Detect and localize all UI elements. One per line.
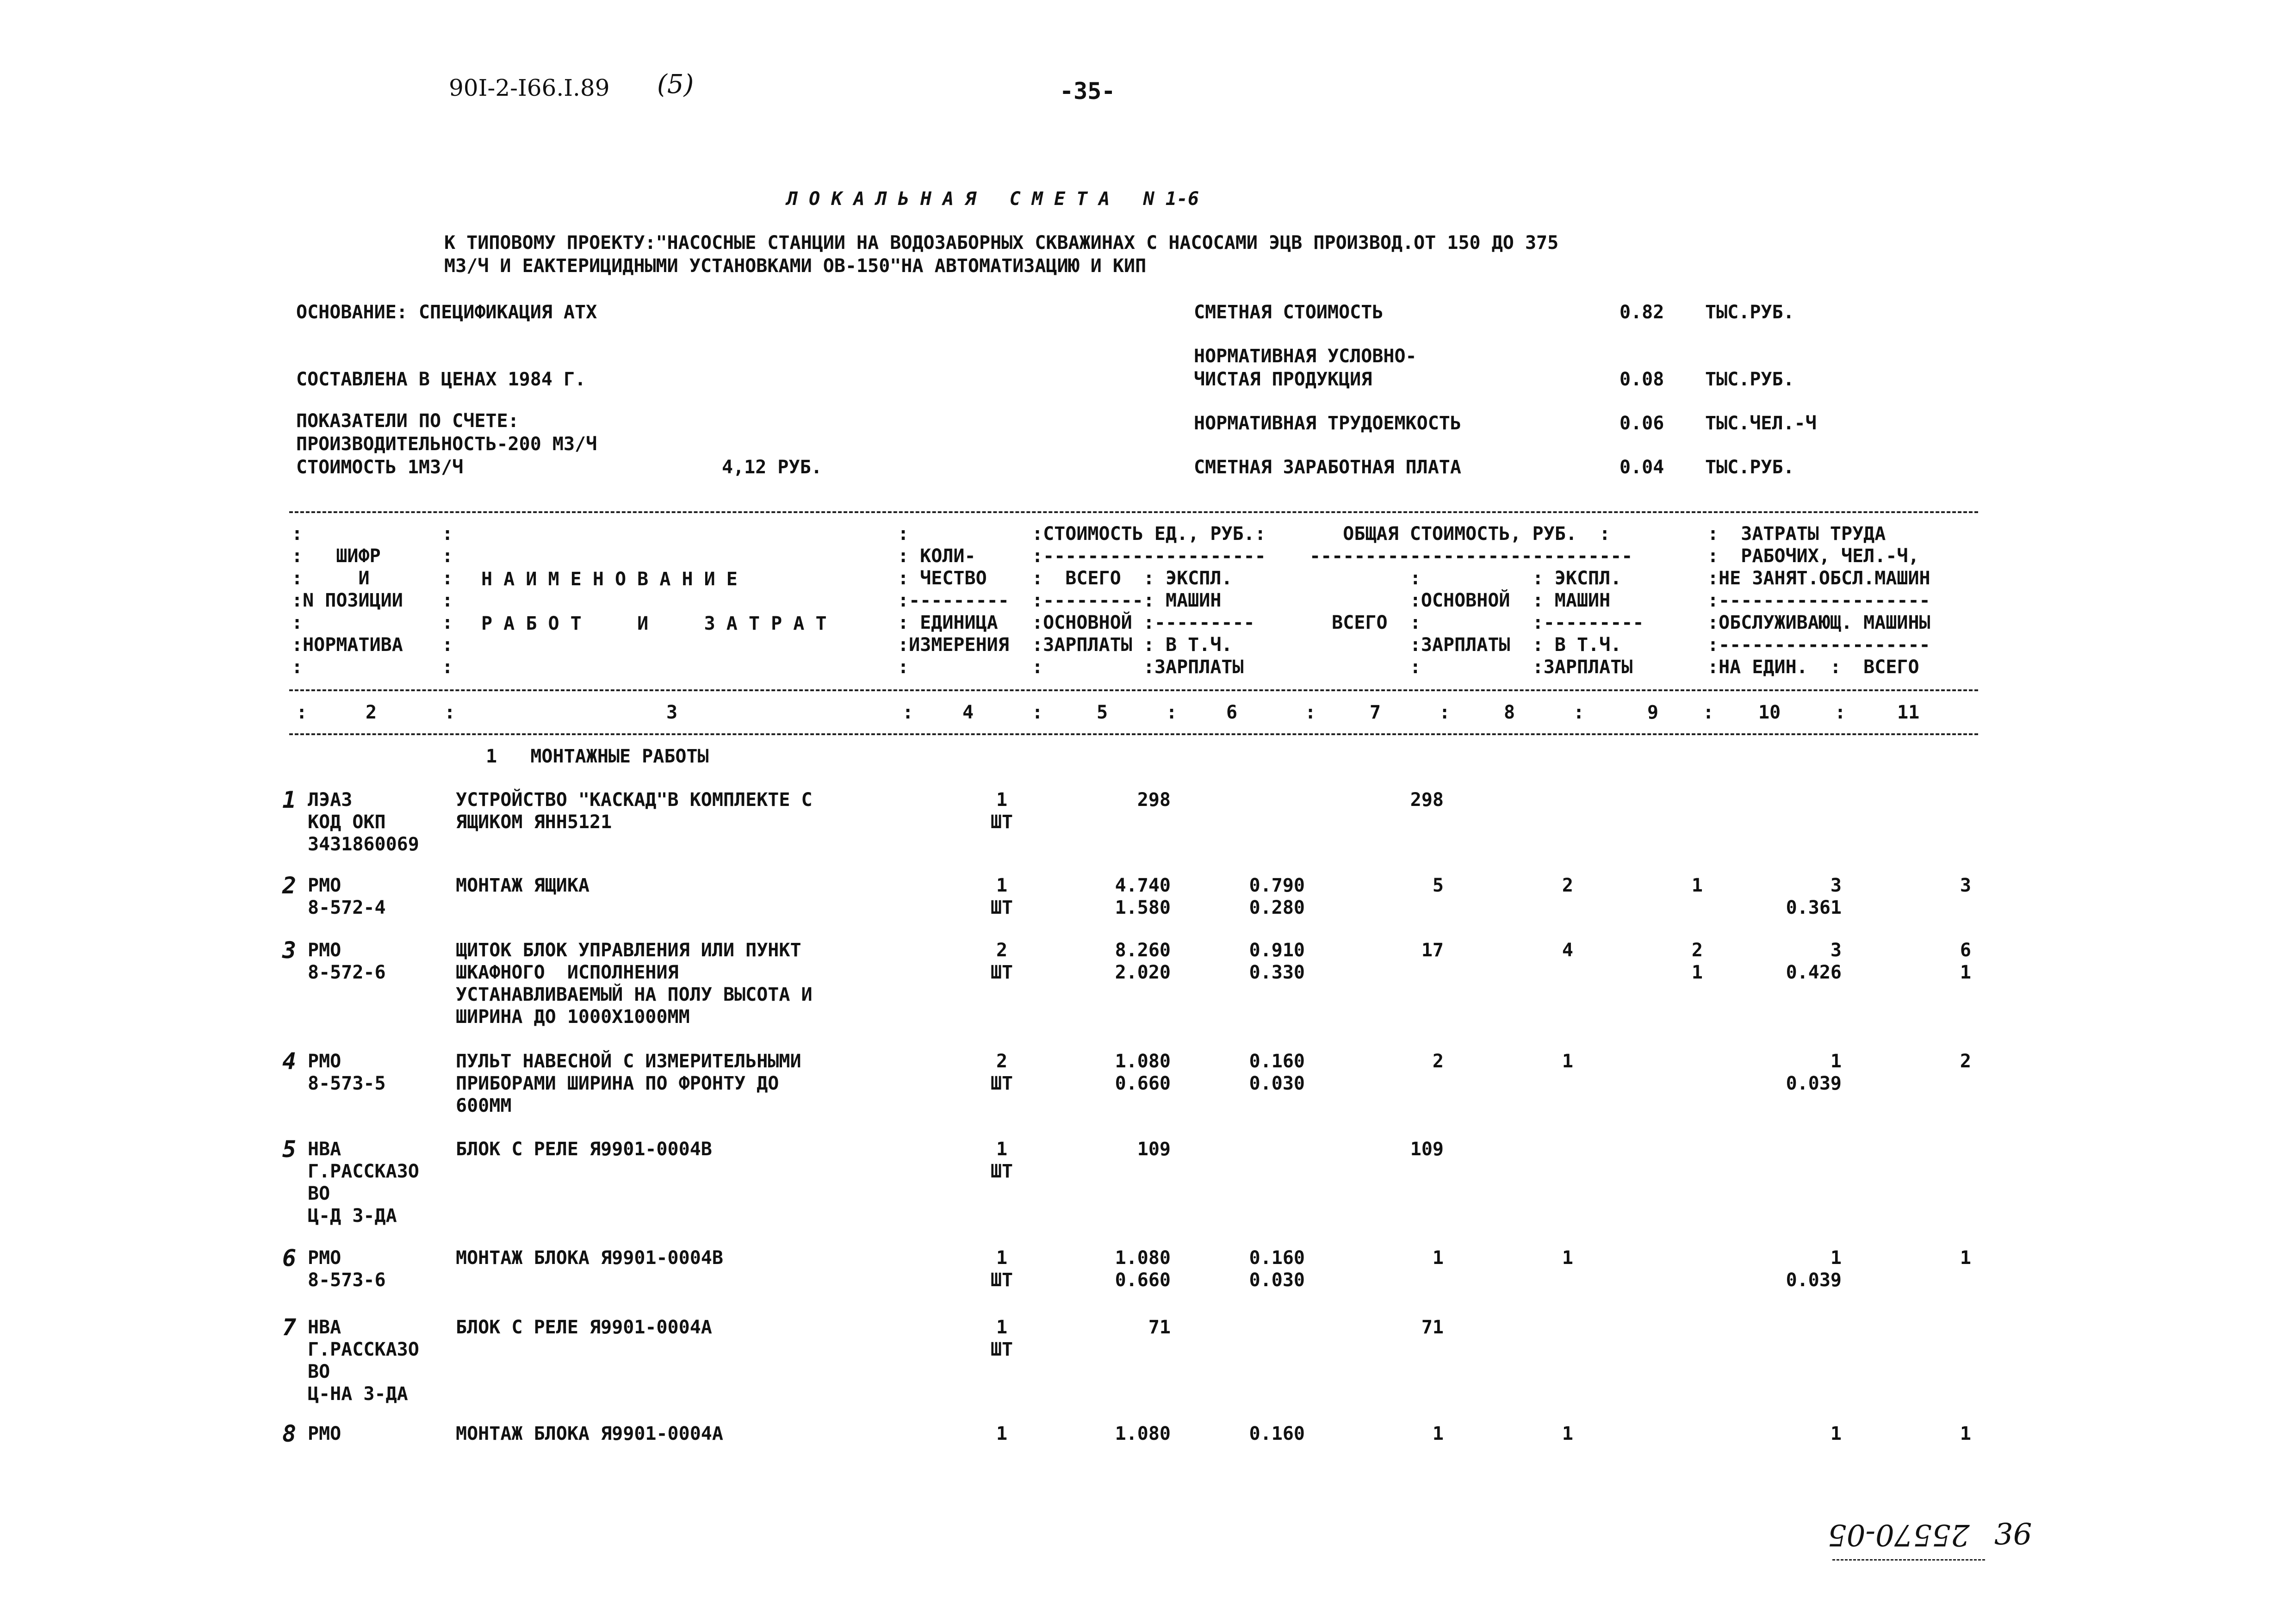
row-name: ПУЛЬТ НАВЕСНОЙ С ИЗМЕРИТЕЛЬНЫМИ ПРИБОРАМИ ШИРИНА ПО ФРОНТУ ДО 600ММ bbox=[456, 1051, 801, 1116]
labor-value: 0.06 bbox=[1620, 413, 1664, 434]
column-separator: : bbox=[1703, 702, 1714, 723]
column-separator: : bbox=[1835, 702, 1846, 723]
row-qty: 1 ШТ bbox=[990, 1317, 1013, 1360]
row-unit-cost: 4.740 1.580 bbox=[1115, 875, 1171, 918]
subtitle-line-2: М3/Ч И ЕАКТЕРИЦИДНЫМИ УСТАНОВКАМИ ОВ-150"НА АВТОМАТИЗАЦИЮ И КИП bbox=[444, 255, 1147, 277]
indicators-cost: СТОИМОСТЬ 1М3/Ч bbox=[296, 457, 464, 478]
header-bottom-rule bbox=[289, 733, 1978, 735]
column-number: 8 bbox=[1504, 702, 1515, 723]
row-wage: 1 bbox=[1562, 1423, 1573, 1444]
row-unit-cost: 71 bbox=[1148, 1317, 1171, 1338]
column-number: 7 bbox=[1370, 702, 1381, 723]
row-code: РМО 8-573-5 bbox=[308, 1051, 386, 1094]
basis-text: ОСНОВАНИЕ: СПЕЦИФИКАЦИЯ АТХ bbox=[296, 302, 597, 323]
row-labor-per-unit: 1 bbox=[1830, 1423, 1842, 1444]
row-qty: 2 ШТ bbox=[990, 940, 1013, 983]
row-number: 5 bbox=[282, 1136, 297, 1163]
row-labor-total: 1 bbox=[1960, 1423, 1971, 1444]
row-name: БЛОК С РЕЛЕ Я9901-0004А bbox=[456, 1317, 712, 1338]
wage-unit: ТЫС.РУБ. bbox=[1705, 457, 1794, 478]
row-qty: 1 ШТ bbox=[990, 789, 1013, 833]
column-separator: : bbox=[1305, 702, 1316, 723]
estimate-cost-label: СМЕТНАЯ СТОИМОСТЬ bbox=[1194, 302, 1384, 323]
estimate-cost-value: 0.82 bbox=[1620, 302, 1664, 323]
row-wage: 2 bbox=[1562, 875, 1573, 896]
row-code: ЛЭАЗ КОД ОКП 3431860069 bbox=[308, 789, 419, 855]
row-qty: 1 ШТ bbox=[990, 1139, 1013, 1182]
footer-underline bbox=[1832, 1559, 1985, 1561]
document-code: 90I-2-I66.I.89 bbox=[449, 74, 610, 101]
row-unit-cost: 109 bbox=[1137, 1139, 1171, 1160]
row-total: 1 bbox=[1432, 1423, 1444, 1444]
column-number: 10 bbox=[1758, 702, 1781, 723]
row-code: РМО 8-573-6 bbox=[308, 1247, 386, 1291]
row-total: 2 bbox=[1432, 1051, 1444, 1072]
column-separator: : bbox=[902, 702, 914, 723]
labor-unit: ТЫС.ЧЕЛ.-Ч bbox=[1705, 413, 1817, 434]
row-labor-per-unit: 1 0.039 bbox=[1786, 1051, 1842, 1094]
row-total: 71 bbox=[1421, 1317, 1444, 1338]
column-separator: : bbox=[1439, 702, 1451, 723]
indicators-productivity: ПРОИЗВОДИТЕЛЬНОСТЬ-200 М3/Ч bbox=[296, 434, 597, 455]
row-machine-cost: 0.160 0.030 bbox=[1249, 1051, 1305, 1094]
document-code-handwritten: (5) bbox=[657, 69, 694, 99]
subtitle-line-1: К ТИПОВОМУ ПРОЕКТУ:"НАСОСНЫЕ СТАНЦИИ НА ВОДОЗАБОРНЫХ СКВАЖИНАХ С НАСОСАМИ ЭЦВ ПРОИЗВОД.ОТ 150 ДО 375 bbox=[444, 232, 1559, 254]
header-top-rule bbox=[289, 511, 1978, 513]
labor-label: НОРМАТИВНАЯ ТРУДОЕМКОСТЬ bbox=[1194, 413, 1461, 434]
row-total: 17 bbox=[1421, 940, 1444, 961]
row-number: 6 bbox=[282, 1245, 297, 1271]
column-separator: : bbox=[444, 702, 456, 723]
column-separator: : bbox=[1032, 702, 1043, 723]
estimate-cost-unit: ТЫС.РУБ. bbox=[1705, 302, 1794, 323]
row-code: НВА Г.РАССКАЗО ВО Ц-НА 3-ДА bbox=[308, 1317, 419, 1405]
document-title: Л О К А Л Ь Н А Я С М Е Т А N 1-6 bbox=[787, 188, 1199, 210]
row-total: 109 bbox=[1410, 1139, 1444, 1160]
column-number: 2 bbox=[366, 702, 377, 723]
row-name: УСТРОЙСТВО "КАСКАД"В КОМПЛЕКТЕ С ЯЩИКОМ ЯНН5121 bbox=[456, 789, 813, 833]
row-labor-per-unit: 3 0.361 bbox=[1786, 875, 1842, 918]
row-wage: 1 bbox=[1562, 1247, 1573, 1269]
header-col-name: Н А И М Е Н О В А Н И Е bbox=[481, 569, 738, 590]
page-number: -35- bbox=[1060, 78, 1116, 105]
column-number: 11 bbox=[1897, 702, 1920, 723]
row-machine-cost: 0.790 0.280 bbox=[1249, 875, 1305, 918]
column-separator: : bbox=[1166, 702, 1178, 723]
norm-product-unit: ТЫС.РУБ. bbox=[1705, 369, 1794, 390]
header-col-sep: : : : : : : : bbox=[442, 523, 453, 678]
header-col-works: Р А Б О Т И З А Т Р А Т bbox=[481, 613, 827, 634]
column-separator: : bbox=[296, 702, 308, 723]
row-unit-cost: 298 bbox=[1137, 789, 1171, 811]
row-machine-cost: 0.160 0.030 bbox=[1249, 1247, 1305, 1291]
row-code: РМО 8-572-4 bbox=[308, 875, 386, 918]
wage-value: 0.04 bbox=[1620, 457, 1664, 478]
section-title: 1 МОНТАЖНЫЕ РАБОТЫ bbox=[486, 746, 709, 767]
column-number: 5 bbox=[1097, 702, 1108, 723]
row-unit-cost: 1.080 bbox=[1115, 1423, 1171, 1444]
row-machine-total: 1 bbox=[1691, 875, 1703, 896]
row-code: РМО bbox=[308, 1423, 341, 1444]
row-labor-total: 6 1 bbox=[1960, 940, 1971, 983]
row-qty: 1 bbox=[996, 1423, 1008, 1444]
norm-product-label-1: НОРМАТИВНАЯ УСЛОВНО- bbox=[1194, 346, 1417, 367]
row-labor-total: 2 bbox=[1960, 1051, 1971, 1072]
row-qty: 1 ШТ bbox=[990, 1247, 1013, 1291]
row-name: МОНТАЖ БЛОКА Я9901-0004В bbox=[456, 1247, 723, 1269]
indicators-cost-value: 4,12 РУБ. bbox=[722, 457, 822, 478]
column-number: 9 bbox=[1647, 702, 1659, 723]
indicators-title: ПОКАЗАТЕЛИ ПО СЧЕТЕ: bbox=[296, 410, 519, 432]
footer-page-handwritten: 36 bbox=[1994, 1518, 2032, 1552]
column-number: 6 bbox=[1226, 702, 1238, 723]
row-code: НВА Г.РАССКАЗО ВО Ц-Д 3-ДА bbox=[308, 1139, 419, 1227]
row-unit-cost: 8.260 2.020 bbox=[1115, 940, 1171, 983]
row-machine-cost: 0.160 bbox=[1249, 1423, 1305, 1444]
row-labor-per-unit: 1 0.039 bbox=[1786, 1247, 1842, 1291]
row-wage: 1 bbox=[1562, 1051, 1573, 1072]
row-machine-total: 2 1 bbox=[1691, 940, 1703, 983]
row-total: 5 bbox=[1432, 875, 1444, 896]
row-labor-per-unit: 3 0.426 bbox=[1786, 940, 1842, 983]
header-col-qty: : : КОЛИ- : ЧЕСТВО :--------- : ЕДИНИЦА :ИЗМЕРЕНИЯ : bbox=[898, 523, 1009, 678]
row-qty: 2 ШТ bbox=[990, 1051, 1013, 1094]
row-name: МОНТАЖ БЛОКА Я9901-0004А bbox=[456, 1423, 723, 1444]
column-separator: : bbox=[1573, 702, 1585, 723]
row-qty: 1 ШТ bbox=[990, 875, 1013, 918]
header-col-total-cost: ОБЩАЯ СТОИМОСТЬ, РУБ. : ----------------------------- : : ЭКСПЛ. :ОСНОВНОЙ : МАШИН ВСЕГО : :--------- :ЗАРПЛАТЫ : В Т.Ч. : :ЗАРПЛАТЫ bbox=[1309, 523, 1644, 678]
prices-text: СОСТАВЛЕНА В ЦЕНАХ 1984 Г. bbox=[296, 369, 586, 390]
column-number: 4 bbox=[962, 702, 974, 723]
row-unit-cost: 1.080 0.660 bbox=[1115, 1247, 1171, 1291]
header-col-labor: : ЗАТРАТЫ ТРУДА : РАБОЧИХ, ЧЕЛ.-Ч, :НЕ ЗАНЯТ.ОБСЛ.МАШИН :------------------- :ОБСЛУЖИВАЮЩ. МАШИНЫ :------------------- :НА ЕДИН. : ВСЕГО bbox=[1707, 523, 1930, 678]
header-mid-rule bbox=[289, 689, 1978, 691]
wage-label: СМЕТНАЯ ЗАРАБОТНАЯ ПЛАТА bbox=[1194, 457, 1461, 478]
row-name: МОНТАЖ ЯЩИКА bbox=[456, 875, 590, 896]
row-number: 7 bbox=[282, 1314, 297, 1341]
row-number: 1 bbox=[282, 787, 297, 813]
row-name: ЩИТОК БЛОК УПРАВЛЕНИЯ ИЛИ ПУНКТ ШКАФНОГО ИСПОЛНЕНИЯ УСТАНАВЛИВАЕМЫЙ НА ПОЛУ ВЫСОТА И ШИРИНА ДО 1000Х1000ММ bbox=[456, 940, 813, 1028]
row-name: БЛОК С РЕЛЕ Я9901-0004В bbox=[456, 1139, 712, 1160]
row-unit-cost: 1.080 0.660 bbox=[1115, 1051, 1171, 1094]
row-number: 4 bbox=[282, 1048, 297, 1075]
header-col-unit-cost: :СТОИМОСТЬ ЕД., РУБ.: :-------------------- : ВСЕГО : ЭКСПЛ. :---------: МАШИН :ОСНОВНОЙ :--------- :ЗАРПЛАТЫ : В Т.Ч. : :ЗАРПЛАТЫ bbox=[1032, 523, 1266, 678]
row-code: РМО 8-572-6 bbox=[308, 940, 386, 983]
row-machine-cost: 0.910 0.330 bbox=[1249, 940, 1305, 983]
column-number: 3 bbox=[666, 702, 678, 723]
row-number: 2 bbox=[282, 872, 297, 899]
row-number: 3 bbox=[282, 937, 297, 964]
norm-product-label-2: ЧИСТАЯ ПРОДУКЦИЯ bbox=[1194, 369, 1372, 390]
header-col-code: : : ШИФР : И :N ПОЗИЦИИ : :НОРМАТИВА : bbox=[292, 523, 403, 678]
row-labor-total: 1 bbox=[1960, 1247, 1971, 1269]
row-labor-total: 3 bbox=[1960, 875, 1971, 896]
norm-product-value: 0.08 bbox=[1620, 369, 1664, 390]
row-total: 1 bbox=[1432, 1247, 1444, 1269]
row-number: 8 bbox=[282, 1420, 297, 1447]
row-total: 298 bbox=[1410, 789, 1444, 811]
row-wage: 4 bbox=[1562, 940, 1573, 961]
footer-code-handwritten: 25570-05 bbox=[1828, 1518, 1970, 1552]
